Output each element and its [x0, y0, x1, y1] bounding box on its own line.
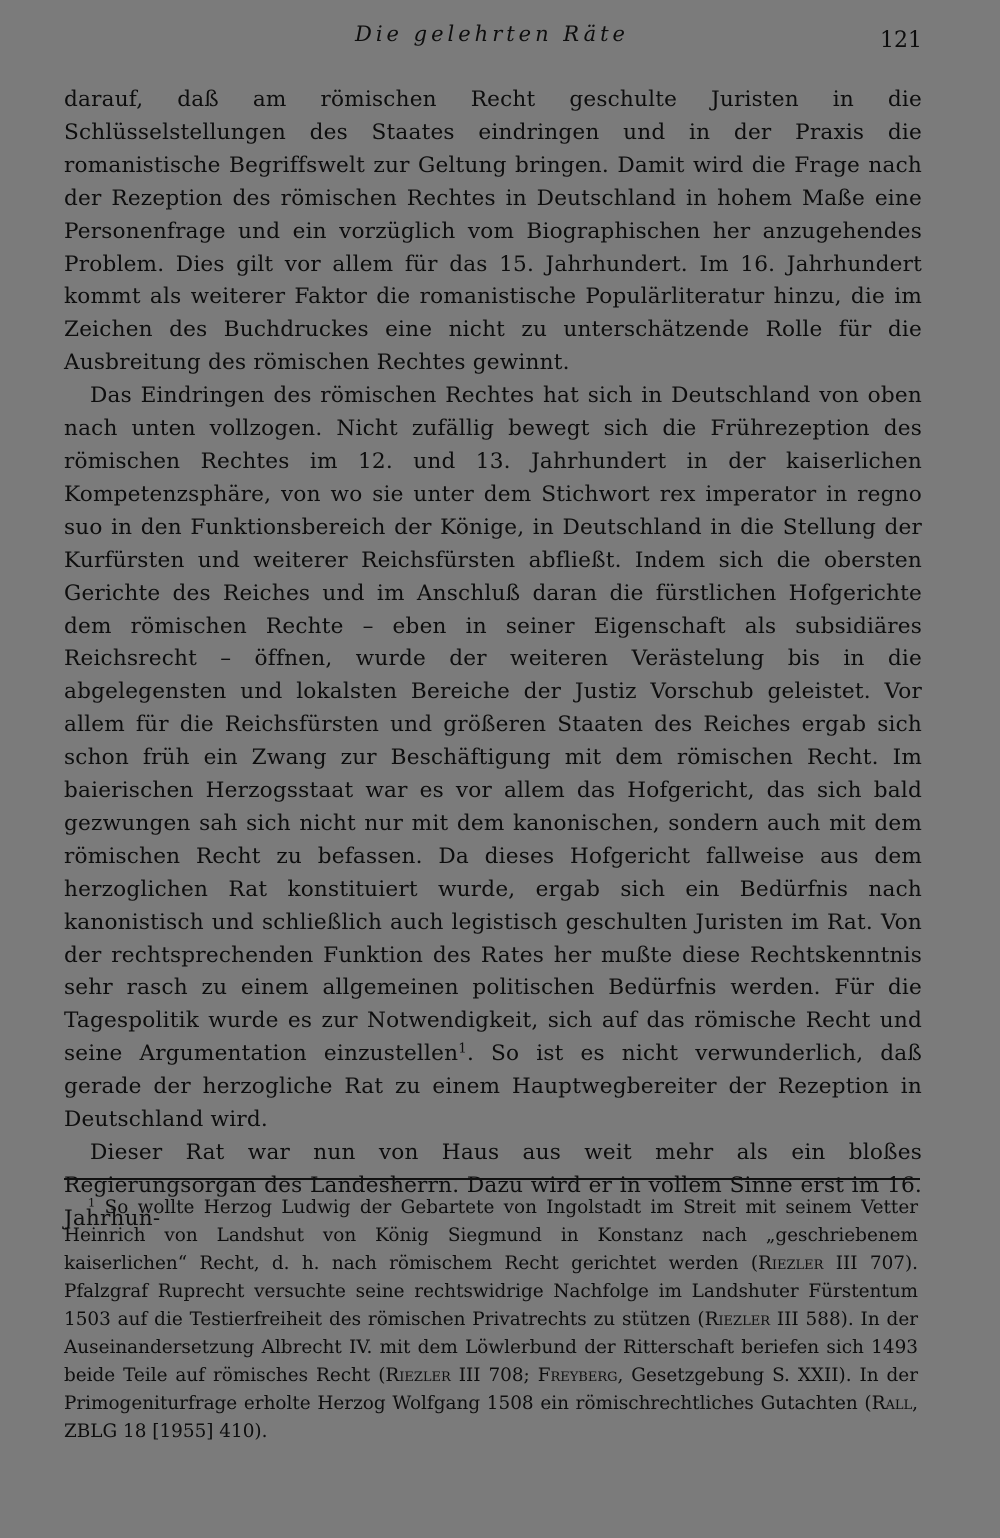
- running-title: Die gelehrten Räte: [355, 22, 629, 46]
- paragraph-1: darauf, daß am römischen Recht geschulte Juristen in die Schlüsselstellungen des Staates eindringen und in der Praxis die romanistische Begriffswelt zur Geltung bringen. Damit wird die Frage nach der Rezeption des römischen Rechtes in Deutschland in hohem Maße eine Personenfrage und ein vorzüglich vom Biographischen her anzugehendes Problem. Dies gilt vor allem für das 15. Jahrhundert. Im 16. Jahrhundert kommt als weiterer Faktor die romanistische Populärliteratur hinzu, die im Zeichen des Buchdruckes eine nicht zu unterschätzende Rolle für die Ausbreitung des römischen Rechtes gewinnt.: [64, 87, 922, 376]
- author-citation: Riezler: [758, 1253, 824, 1274]
- page-header: [62, 22, 922, 58]
- paragraph-3: Dieser Rat war nun von Haus aus weit mehr als ein bloßes Regierungsorgan des Landesherrn. Dazu wird er in vollem Sinne erst im 16. Jahrhun-: [64, 1140, 922, 1231]
- author-citation: Riezler: [704, 1309, 770, 1330]
- footnote-text: , Gesetzgebung S. XXII). In der Primogeniturfrage erholte Herzog Wolfgang 1508 ein römischrechtliches Gutachten (: [64, 1365, 918, 1414]
- footnote-reference: 1: [458, 1041, 467, 1057]
- paragraph-2: [64, 380, 922, 1137]
- footnote-1: [64, 1194, 918, 1446]
- footnote-text: III 588). In der Auseinandersetzung Albrecht IV. mit dem Löwlerbund der Ritterschaft beriefen sich 1493 beide Teile auf römisches Recht (: [64, 1309, 918, 1386]
- footnote-divider: [64, 1178, 920, 1180]
- author-citation: Riezler: [385, 1365, 451, 1386]
- author-citation: Rall: [871, 1393, 913, 1414]
- footnote-marker: 1: [88, 1195, 96, 1210]
- author-citation: Freyberg: [537, 1365, 618, 1386]
- page-number: 121: [880, 28, 922, 53]
- paragraph-2-text: Das Eindringen des römischen Rechtes hat sich in Deutschland von oben nach unten vollzogen. Nicht zufällig bewegt sich die Frührezeption des römischen Rechtes im 12. und 13. Jahrhundert in der kaiserlichen Kompetenzsphäre, von wo sie unter dem Stichwort rex imperator in regno suo in den Funktionsbereich der Könige, in Deutschland in die Stellung der Kurfürsten und weiterer Reichsfürsten abfließt. Indem sich die obersten Gerichte des Reiches und im Anschluß daran die fürstlichen Hofgerichte dem römischen Rechte – eben in seiner Eigenschaft als subsidiäres Reichsrecht – öffnen, wurde der weiteren Verästelung bis in die abgelegensten und lokalsten Bereiche der Justiz Vorschub geleistet. Vor allem für die Reichsfürsten und größeren Staaten des Reiches ergab sich schon früh ein Zwang zur Beschäftigung mit dem römischen Recht. Im baierischen Herzogsstaat war es vor allem das Hofgericht, das sich bald gezwungen sah sich nicht nur mit dem kanonischen, sondern auch mit dem römischen Recht zu befassen. Da dieses Hofgericht fallweise aus dem herzoglichen Rat konstituiert wurde, ergab sich ein Bedürfnis nach kanonistisch und schließlich auch legistisch geschulten Juristen im Rat. Von der rechtsprechenden Funktion des Rates her mußte diese Rechtskenntnis sehr rasch zu einem allgemeinen politischen Bedürfnis werden. Für die Tagespolitik wurde es zur Notwendigkeit, sich auf das römische Recht und seine Argumentation einzustellen: [64, 383, 922, 1067]
- footnote-text: III 708;: [450, 1365, 538, 1386]
- footnote-text: III 707). Pfalzgraf Ruprecht versuchte seine rechtswidrige Nachfolge im Landshuter Fürstentum 1503 auf die Testierfreiheit des römischen Privatrechts zu stützen (: [64, 1253, 919, 1330]
- footnote-text: , ZBLG 18 [1955] 410).: [64, 1393, 918, 1442]
- paragraph-2-end: . So ist es nicht verwunderlich, daß gerade der herzogliche Rat zu einem Hauptwegbereiter der Rezeption in Deutschland wird.: [64, 1041, 922, 1133]
- footnote-text: So wollte Herzog Ludwig der Gebartete von Ingolstadt im Streit mit seinem Vetter Heinrich von Landshut von König Siegmund in Konstanz nach „geschriebenem kaiserlichen“ Recht, d. h. nach römischem Recht gerichtet werden (: [64, 1197, 918, 1274]
- main-text: [64, 84, 922, 1236]
